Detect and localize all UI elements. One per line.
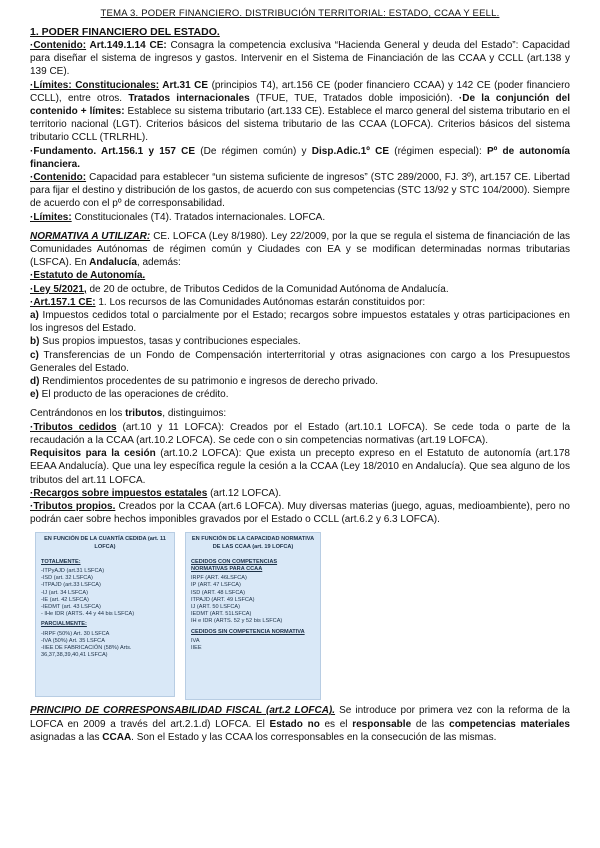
block-title: TOTALMENTE: <box>41 558 81 565</box>
tables-figure <box>30 532 570 704</box>
table-row: IP (ART. 47 LSFCA) <box>191 582 241 589</box>
list-item: e) El producto de las operaciones de crédito. <box>30 389 229 401</box>
table-row: -ISD (art. 32 LSFCA) <box>41 575 93 582</box>
paragraph-limites: ·Límites: Constitucionales: Art.31 CE (principios T4), art.156 CE (poder financiero CCAA) y 142 CE (poder financiero CCLL), entre otros. Tratados internacionales (TFUE, TUE, Tratados doble imposición). ·De la conjunción del contenido + límites: Establece su sistema tributario (art.133 CE). Establece el marco general del sistema tributario en el territorio nacional (LGT). Criterios básicos del sistema tributario de las CCAA (LOFCA). Criterios básicos del sistema tributario CCLL (TRLRHL). <box>30 79 570 144</box>
table-row: 36,37,38,39,40,41 LSFCA) <box>41 652 108 659</box>
table-row: IJ (ART. 50 LSFCA) <box>191 603 241 610</box>
paragraph-contenido-2: ·Contenido: Capacidad para establecer “un sistema suficiente de ingresos” (STC 289/2000, FJ. 3º), art.157 CE. Libertad para fijar el destino y distribución de los gastos, de acuerdo con sus competencias (STC 13/92 y STC 104/2000). Siempre de acuerdo con el pº de corresponsabilidad. <box>30 172 570 210</box>
table-row: -IE (art. 42 LSFCA) <box>41 596 89 603</box>
estatuto-line: ·Estatuto de Autonomía. <box>30 270 146 282</box>
table-row: IEDMT (ART. 51LSFCA) <box>191 611 252 618</box>
tributos-propios: ·Tributos propios. Creados por la CCAA (art.6 LOFCA). Muy diversas materias (juego, aguas, medioambiente), pero no podrán caer sobre hechos imponibles gravados por el Estado o CCLL (art.6.2 y 6.3 LOFCA). <box>30 500 570 526</box>
list-item: b) Sus propios impuestos, tasas y contribuciones especiales. <box>30 336 301 348</box>
paragraph-normativa: NORMATIVA A UTILIZAR: CE. LOFCA (Ley 8/1980). Ley 22/2009, por la que se regula el sistema de financiación de las Comunidades Autónomas de régimen común y Ciudades con EA y se modifican determinadas normas tributarias (LSFCA). En Andalucía, además: <box>30 230 570 269</box>
paragraph-principio: PRINCIPIO DE CORRESPONSABILIDAD FISCAL (art.2 LOFCA). Se introduce por primera vez con la reforma de la LOFCA en 2009 a través del art.2.1.d) LOFCA. El Estado no es el responsable de las competencias materiales asignadas a las CCAA. Son el Estado y las CCAA los corresponsables en la consecución de las mismas. <box>30 705 570 743</box>
table-row: -IJ (art. 34 LSFCA) <box>41 589 88 596</box>
table-row: -IVA (50%) Art. 35 LSFCA <box>41 637 105 644</box>
tributos-cedidos: ·Tributos cedidos (art.10 y 11 LOFCA): Creados por el Estado (art.10.1 LOFCA). Se cede toda o parte de la recaudación a la CCAA (art.10.2 LOFCA). Se cede con o sin competencias normativas (art.19 LOFCA). <box>30 421 570 446</box>
block-title: PARCIALMENTE: <box>41 621 87 628</box>
table-row: IH e IDR (ARTS. 52 y 52 bis LSFCA) <box>191 618 283 625</box>
block-title: CEDIDOS CON COMPETENCIAS NORMATIVAS PARA CCAA <box>191 558 278 572</box>
requisitos-cesion: Requisitos para la cesión (art.10.2 LOFCA): Que exista un precepto expreso en el Estatuto de autonomía (art.178 EEAA Andalucía). Que una ley específica regule la cesión a la CCAA (Ley 18/2010 en Andalucía). Que sea alguno de los tributos del art.11 LOFCA. <box>30 448 570 486</box>
page-header <box>30 0 570 20</box>
section-heading: 1. PODER FINANCIERO DEL ESTADO. <box>30 26 220 38</box>
table-title: EN FUNCIÓN DE LA CAPACIDAD NORMATIVA DE LAS CCAA (art. 19 LOFCA) <box>191 536 315 550</box>
table-row: - IHe IDR (ARTS. 44 y 44 bis LSFCA) <box>41 611 135 618</box>
list-item: d) Rendimientos procedentes de su patrimonio e ingresos de derecho privado. <box>30 376 378 388</box>
table-row: -ITPAJD (art.33 LSFCA) <box>41 582 101 589</box>
table-capacidad-normativa <box>185 532 321 700</box>
table-row: ITPAJD (ART. 49 LSFCA) <box>191 596 255 603</box>
table-row: IIEE <box>191 644 202 651</box>
header-title: TEMA 3. PODER FINANCIERO. DISTRIBUCIÓN TERRITORIAL: ESTADO, CCAA Y EELL. <box>100 8 500 19</box>
table-row: -IRPF (50%) Art. 30 LSFCA <box>41 630 110 637</box>
paragraph-fundamento: ·Fundamento. Art.156.1 y 157 CE (De régimen común) y Disp.Adic.1º CE (régimen especial): Pº de autonomía financiera. <box>30 145 570 170</box>
art157-line: ·Art.157.1 CE: 1. Los recursos de las Comunidades Autónomas estarán constituidos por: <box>30 296 426 308</box>
tributos-intro: Centrándonos en los tributos, distinguimos: <box>30 408 227 420</box>
paragraph-limites-2: ·Límites: Constitucionales (T4). Tratados internacionales. LOFCA. <box>30 211 326 223</box>
table-cuantia-cedida <box>35 532 175 697</box>
paragraph-contenido: ·Contenido: Art.149.1.14 CE: Consagra la competencia exclusiva “Hacienda General y deuda del Estado”: Capacidad para diseñar el sistema de ingresos y gastos. Intervenir en el Sistema de Financiación de las CCAA y CCLL (art.138 y 139 CE). <box>30 40 570 78</box>
list-item: c) Transferencias de un Fondo de Compensación interterritorial y otras asignaciones con cargo a los Presupuestos Generales del Estado. <box>30 349 570 374</box>
recargos-line: ·Recargos sobre impuestos estatales (art.12 LOFCA). <box>30 487 282 499</box>
ley-line: ·Ley 5/2021, de 20 de octubre, de Tributos Cedidos de la Comunidad Autónoma de Andalucía. <box>30 283 449 295</box>
table-row: -ITPyAJD (art.31 LSFCA) <box>41 567 105 574</box>
table-row: -IIEE DE FABRICACIÓN (58%) Arts. <box>41 644 132 651</box>
table-row: -IEDMT (art. 43 LSFCA) <box>41 603 101 610</box>
block-title: CEDIDOS SIN COMPETENCIA NORMATIVA <box>191 628 305 635</box>
list-item: a) Impuestos cedidos total o parcialmente por el Estado; recargos sobre impuestos estatales y otras participaciones en los ingresos del Estado. <box>30 310 570 335</box>
table-title: EN FUNCIÓN DE LA CUANTÍA CEDIDA (art. 11 LOFCA) <box>44 536 166 550</box>
table-row: IVA <box>191 637 200 644</box>
table-row: IRPF (ART. 46LSFCA) <box>191 575 247 582</box>
table-row: ISD (ART. 48 LSFCA) <box>191 589 245 596</box>
